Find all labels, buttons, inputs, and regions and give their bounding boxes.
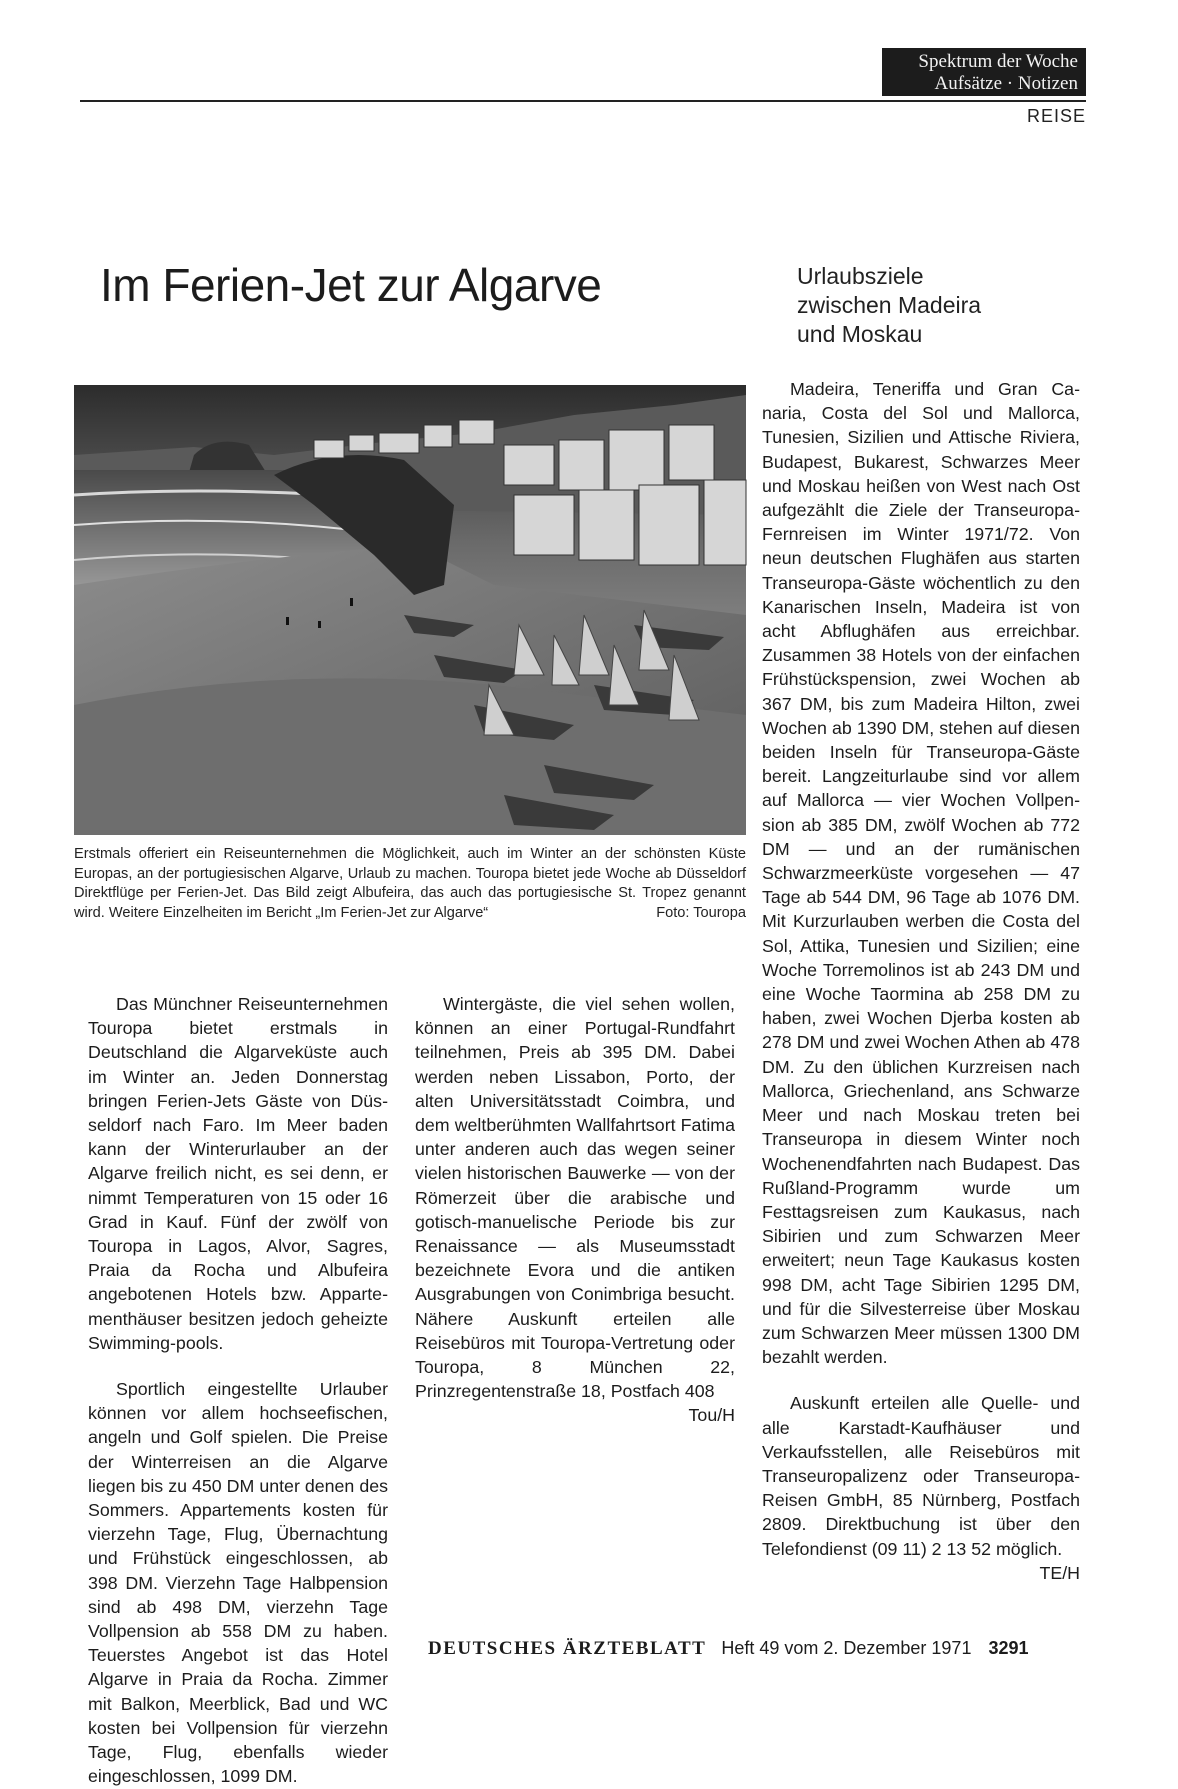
sidebar-column — [762, 377, 1080, 1585]
photo-credit: Foto: Touropa — [656, 904, 746, 921]
article-paragraph: Das Münchner Reiseunternehmen Touropa bietet erstmals in Deutschland die Algarveküste auch im Winter an. Jeden Donnerstag bringen Ferien-Jets Gäste von Düsseldorf nach Faro. Im Meer baden kann der Winterurlauber an der Algarve freilich nicht, es sei denn, er nimmt Temperaturen von 15 oder 16 Grad in Kauf. Fünf der zwölf von Touropa in Lagos, Alvor, Sagres, Praia da Rocha und Albufeira angebotenen Hotels bzw. Appartementhäuser besitzen jedoch geheizte Swimming-pools. — [88, 994, 388, 1353]
article-paragraph: Sportlich eingestellte Urlauber können vor allem hochseefischen, angeln und Golf spielen. Die Preise der Winterreisen an die Algarve liegen bis zu 450 DM unter denen des Sommers. Appartements kosten für vierzehn Tage, Flug, Übernachtung und Frühstück eingeschlossen, ab 398 DM. Vierzehn Tage Halbpension sind ab 498 DM, vierzehn Tage Vollpension ab 558 DM zu haben. Teuerstes Angebot ist das Hotel Algarve in Praia da Rocha. Zimmer mit Balkon, Meerblick, Bad und WC kosten bei Vollpension für vierzehn Tage, Flug, ebenfalls wieder eingeschlossen, 1099 DM. — [88, 1379, 388, 1787]
author-sign: Tou/H — [688, 1405, 735, 1426]
sidebar-author-sign: TE/H — [1039, 1562, 1080, 1583]
header-rule — [80, 100, 1086, 102]
journal-name: DEUTSCHES ÄRZTEBLATT — [428, 1638, 707, 1659]
badge-line-1: Spektrum der Woche — [918, 51, 1078, 72]
sidebar-paragraph: Madeira, Teneriffa und Gran Canaria, Costa del Sol und Mallorca, Tunesien, Sizilien und Attische Riviera, Budapest, Bukarest, Schwarzes Meer und Moskau heißen von West nach Ost aufgezählt die Ziele der Transeuropa-Fernreisen im Winter 1971/72. Von neun deutschen Flughäfen aus starten Transeuropa-Gäste wöchentlich zu den Kanarischen Inseln, Madeira ist von acht Abflughäfen aus erreichbar. Zusammen 38 Hotels von der einfachen Frühstückspension, zwei Wochen ab 367 DM, bis zum Madeira Hilton, zwei Wochen ab 1390 DM, stehen auf diesen beiden Inseln für Transeuropa-Gäste bereit. Langzeiturlaube sind vor allem auf Mallorca — vier Wochen Vollpension ab 385 DM, zwölf Wochen ab 772 DM — und an der rumänischen Schwarzmeerküste vorgesehen — 47 Tage ab 544 DM, 96 Tage ab 1076 DM. Mit Kurzurlauben werben die Costa del Sol, Attika, Tunesien und Sizilien; eine Woche Torremolinos ist ab 243 DM und eine Woche Taormina ab 258 DM zu haben, zwei Wochen Djerba kosten ab 278 DM und zwei Wochen Athen ab 478 DM. Zu den üblichen Kurzreisen nach Mallorca, Griechenland, ans Schwarze Meer und nach Moskau treten bei Transeuropa in diesem Winter noch Wochenendfahrten nach Budapest. Das Rußland-Programm wurde um Festtagsreisen zum Kaukasus, nach Sibirien und zum Schwarzen Meer erweitert; neun Tage Kaukasus kosten 998 DM, acht Tage Sibirien 1295 DM, und für die Silvesterreise über Moskau zum Schwarzen Meer müssen 1300 DM bezahlt werden. — [762, 379, 1080, 1368]
article-paragraph: Wintergäste, die viel sehen wollen, können an einer Portugal-Rundfahrt teilnehmen, Preis ab 395 DM. Dabei werden neben Lissabon, Porto, der alten Universitätsstadt Coimbra, und dem weltberühmten Wallfahrtsort Fatima unter anderen auch das wegen seiner vielen historischen Bauwerke — von der Römerzeit über die arabische und gotisch-manuelische Periode bis zur Renaissance — als Museumsstadt bezeichnete Evora und die antiken Ausgrabungen von Conimbriga besucht. Nähere Auskunft erteilen alle Reisebüros mit Touropa-Vertretung oder Touropa, 8 München 22, Prinzregentenstraße 18, Postfach 408 — [415, 994, 735, 1402]
section-badge — [882, 48, 1086, 96]
page-footer — [428, 1638, 1029, 1660]
sidebar-headline-line-1: Urlaubsziele — [797, 263, 924, 289]
article-headline: Im Ferien-Jet zur Algarve — [100, 259, 602, 311]
sidebar-headline-line-2: zwischen Madeira — [797, 292, 982, 318]
beach-photo — [74, 385, 746, 835]
sidebar-paragraph: Auskunft erteilen alle Quelle- und alle Karstadt-Kaufhäuser und Verkaufsstellen, alle Reisebüros mit Transeuropalizenz oder Transeuropa-Reisen GmbH, 85 Nürnberg, Postfach 2809. Direktbuchung ist über den Telefondienst (09 11) 2 13 52 möglich. — [762, 1393, 1080, 1559]
article-column-2 — [415, 992, 735, 1428]
article-column-1 — [88, 992, 388, 1789]
photo-caption — [74, 845, 746, 923]
badge-line-2: Aufsätze · Notizen — [934, 73, 1078, 94]
issue-info: Heft 49 vom 2. Dezember 1971 — [721, 1638, 972, 1658]
sidebar-headline-line-3: und Moskau — [797, 321, 923, 347]
section-label: REISE — [1026, 106, 1086, 126]
page-number: 3291 — [988, 1638, 1029, 1658]
sidebar-headline — [797, 262, 1057, 349]
caption-text: Erstmals offeriert ein Reiseunternehmen die Möglichkeit, auch im Winter an der schönsten Küste Europas, an der portugiesischen Algarve, Urlaub zu machen. Touropa bietet jede Woche ab Düsseldorf Direktflüge per Ferien-Jet. Das Bild zeigt Albufeira, das auch das portugiesische St. Tropez genannt wird. Weitere Einzelheiten im Bericht „Im Ferien-Jet zur Algarve“ — [74, 846, 746, 921]
